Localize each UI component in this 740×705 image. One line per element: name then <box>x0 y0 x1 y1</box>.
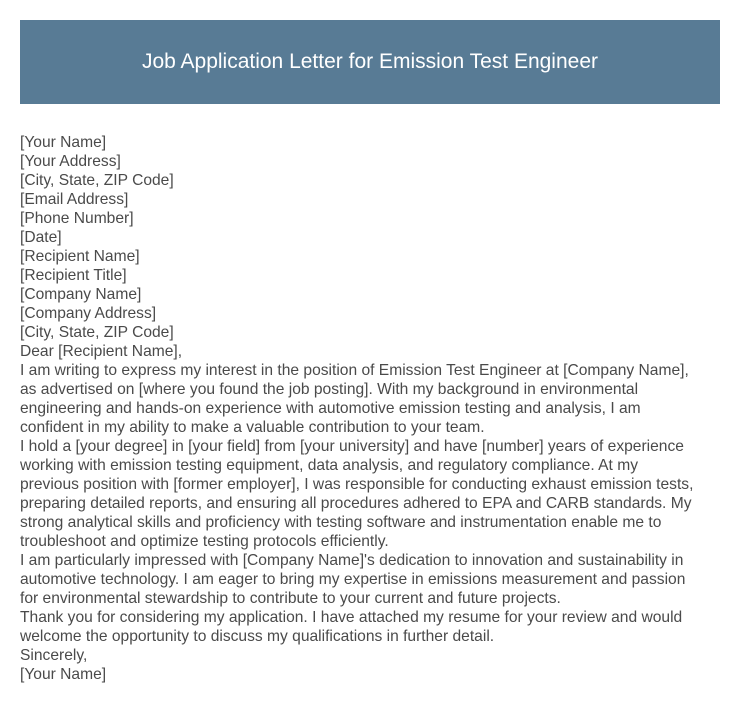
recipient-company: [Company Name] <box>20 286 142 303</box>
paragraph-line: I hold a [your degree] in [your field] from [your university] and have [number] years of experience <box>20 438 684 455</box>
paragraph-line: I am particularly impressed with [Company Name]'s dedication to innovation and sustainability in <box>20 552 684 569</box>
sender-email: [Email Address] <box>20 191 129 208</box>
sender-name: [Your Name] <box>20 134 107 151</box>
salutation: Dear [Recipient Name], <box>20 343 183 360</box>
paragraph-line: as advertised on [where you found the job posting]. With my background in environmental <box>20 381 639 398</box>
paragraph-company-interest <box>20 551 722 608</box>
recipient-title: [Recipient Title] <box>20 267 127 284</box>
paragraph-line: preparing detailed reports, and ensuring all procedures adhered to EPA and CARB standards. My <box>20 495 692 512</box>
recipient-company-address: [Company Address] <box>20 305 157 322</box>
recipient-city-state-zip: [City, State, ZIP Code] <box>20 324 174 341</box>
paragraph-experience <box>20 437 722 551</box>
paragraph-line: for environmental stewardship to contribute to your current and future projects. <box>20 590 561 607</box>
paragraph-line: welcome the opportunity to discuss my qualifications in further detail. <box>20 628 495 645</box>
paragraph-line: I am writing to express my interest in the position of Emission Test Engineer at [Company Name], <box>20 362 689 379</box>
sender-address: [Your Address] <box>20 153 121 170</box>
paragraph-thank-you <box>20 608 722 646</box>
paragraph-line: engineering and hands-on experience with automotive emission testing and analysis, I am <box>20 400 641 417</box>
paragraph-line: automotive technology. I am eager to bring my expertise in emissions measurement and passion <box>20 571 686 588</box>
letter-date: [Date] <box>20 229 62 246</box>
paragraph-line: working with emission testing equipment, data analysis, and regulatory compliance. At my <box>20 457 638 474</box>
paragraph-line: confident in my ability to make a valuable contribution to your team. <box>20 419 485 436</box>
paragraph-line: Thank you for considering my application. I have attached my resume for your review and would <box>20 609 683 626</box>
signature: [Your Name] <box>20 666 107 683</box>
paragraph-line: previous position with [former employer], I was responsible for conducting exhaust emission tests, <box>20 476 694 493</box>
letter-title-banner <box>20 20 720 104</box>
recipient-name: [Recipient Name] <box>20 248 140 265</box>
sender-phone: [Phone Number] <box>20 210 134 227</box>
closing: Sincerely, <box>20 647 88 664</box>
paragraph-intro <box>20 361 722 437</box>
page-title: Job Application Letter for Emission Test Engineer <box>141 50 599 73</box>
paragraph-line: troubleshoot and optimize testing protocols efficiently. <box>20 533 389 550</box>
letter-body <box>20 133 722 684</box>
sender-city-state-zip: [City, State, ZIP Code] <box>20 172 174 189</box>
paragraph-line: strong analytical skills and proficiency with testing software and instrumentation enable me to <box>20 514 662 531</box>
